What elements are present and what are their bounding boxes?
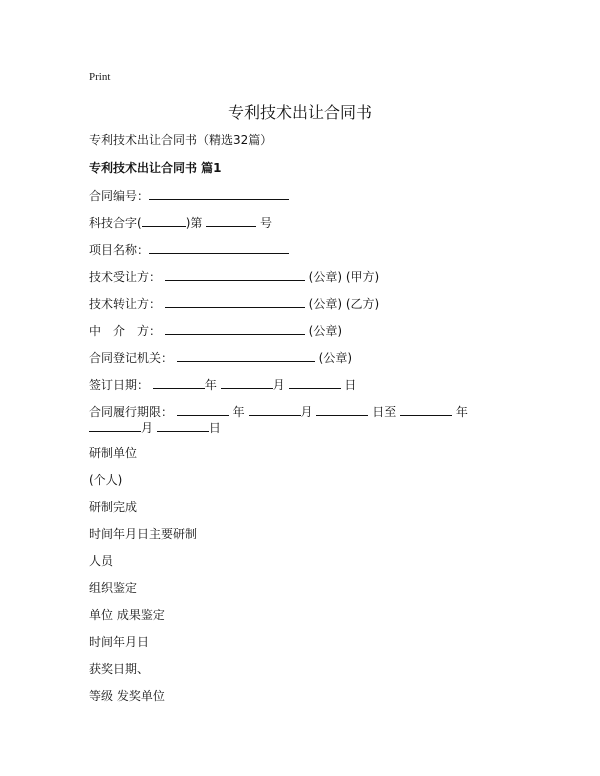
- sign-day-blank: [289, 376, 341, 389]
- period-start-month-label: 月: [300, 405, 313, 419]
- list-item: 人员: [89, 554, 114, 568]
- project-name-blank: [149, 241, 289, 254]
- contract-number-row: [89, 187, 289, 204]
- sign-month-blank: [221, 376, 273, 389]
- list-item: 获奖日期、: [89, 662, 150, 676]
- list-item: 时间年月日主要研制: [89, 527, 198, 541]
- period-end-day-label: 日: [208, 421, 221, 435]
- transferee-row: [89, 268, 379, 285]
- tech-contract-blank-2: [206, 214, 256, 227]
- project-name-label: 项目名称：: [89, 243, 150, 257]
- tech-contract-blank-1: [142, 214, 186, 227]
- transferor-blank: [165, 295, 305, 308]
- sign-day-label: 日: [344, 378, 357, 392]
- list-item: 组织鉴定: [89, 581, 138, 595]
- period-start-year-blank: [177, 403, 229, 416]
- transferee-blank: [165, 268, 305, 281]
- contract-number-label: 合同编号：: [89, 189, 150, 203]
- period-row-2: [89, 419, 221, 436]
- period-row-1: [89, 403, 468, 420]
- registrar-seal: (公章): [318, 351, 353, 365]
- tech-contract-prefix: 科技合字(: [89, 216, 142, 230]
- transferor-row: [89, 295, 379, 312]
- tech-contract-row: [89, 214, 272, 231]
- list-item: 研制单位: [89, 446, 138, 460]
- print-link[interactable]: Print: [89, 71, 111, 83]
- intermediary-label: 中 介 方：: [89, 324, 162, 338]
- period-start-year-label: 年: [232, 405, 245, 419]
- section-heading: 专利技术出让合同书 篇1: [89, 161, 222, 175]
- sign-date-label: 签订日期：: [89, 378, 150, 392]
- intermediary-row: [89, 322, 342, 339]
- document-title: 专利技术出让合同书: [227, 103, 372, 122]
- list-item: 单位 成果鉴定: [89, 608, 165, 622]
- intermediary-seal: (公章): [308, 324, 343, 338]
- tech-contract-suffix: 号: [260, 216, 273, 230]
- list-item: 等级 发奖单位: [89, 689, 165, 703]
- period-label: 合同履行期限：: [89, 405, 174, 419]
- sign-date-row: [89, 376, 356, 393]
- period-start-month-blank: [249, 403, 301, 416]
- sign-month-label: 月: [272, 378, 285, 392]
- transferee-seal: (公章) (甲方): [308, 270, 380, 284]
- period-end-month-label: 月: [141, 421, 154, 435]
- registrar-row: [89, 349, 352, 366]
- transferee-label: 技术受让方：: [89, 270, 162, 284]
- registrar-label: 合同登记机关：: [89, 351, 174, 365]
- sign-year-label: 年: [204, 378, 217, 392]
- transferor-label: 技术转让方：: [89, 297, 162, 311]
- period-end-day-blank: [157, 419, 209, 432]
- list-item: 研制完成: [89, 500, 138, 514]
- registrar-blank: [177, 349, 315, 362]
- period-start-day-blank: [316, 403, 368, 416]
- period-end-month-blank: [89, 419, 141, 432]
- period-to-label: 日至: [372, 405, 397, 419]
- period-end-year-blank: [400, 403, 452, 416]
- tech-contract-mid: )第: [185, 216, 203, 230]
- sign-year-blank: [153, 376, 205, 389]
- period-end-year-label: 年: [455, 405, 468, 419]
- intermediary-blank: [165, 322, 305, 335]
- list-item: (个人): [89, 473, 123, 487]
- list-item: 时间年月日: [89, 635, 150, 649]
- document-subtitle: 专利技术出让合同书（精选32篇）: [89, 133, 273, 147]
- project-name-row: [89, 241, 289, 258]
- contract-number-blank: [149, 187, 289, 200]
- transferor-seal: (公章) (乙方): [308, 297, 380, 311]
